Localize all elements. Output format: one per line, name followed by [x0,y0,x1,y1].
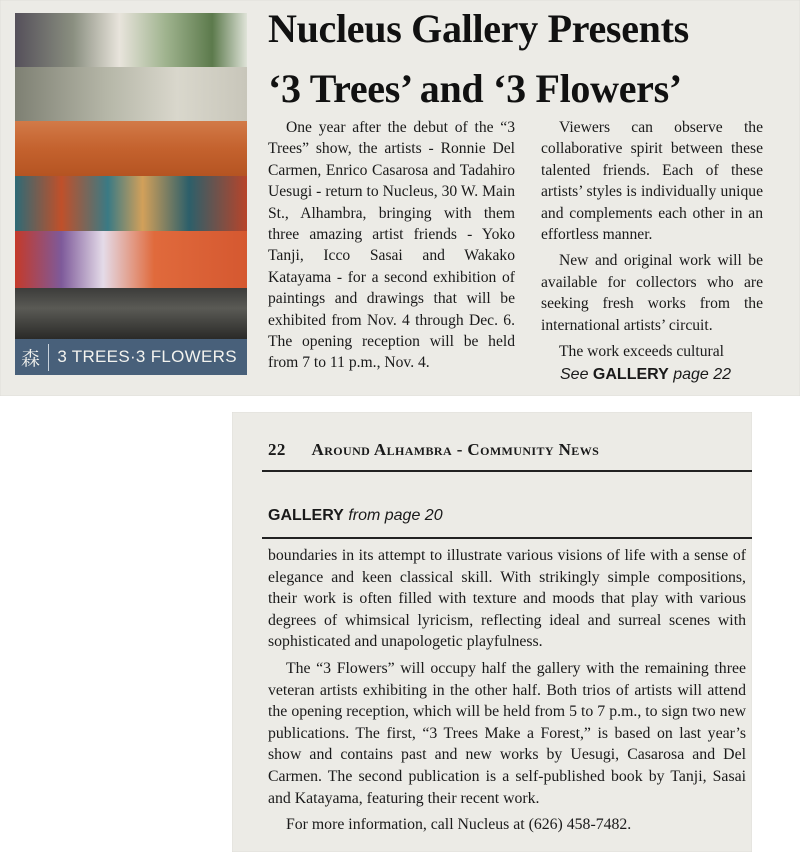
exhibition-label: 3 TREES·3 FLOWERS [57,347,237,366]
headline-line-1: Nucleus Gallery Presents [268,6,689,51]
page-header [268,440,752,460]
page-number: 22 [268,440,286,459]
continued-jump-line [560,366,731,384]
artwork-panel-5 [15,231,247,288]
article-column-1 [268,117,515,374]
jump-see: See [560,366,589,383]
paragraph: boundaries in its attempt to illustrate various visions of life with a sense of elegance and keen classical skill. With strikingly simple compositions, their work is often filled with texture and moods that play with various degrees of whimsical lyricism, reflecting ideal and surreal scenes with sophisticated and unapologetic playfulness. [268,547,746,651]
paragraph: For more information, call Nucleus at (626) 458-7482. [286,816,632,834]
exhibition-logo-bar [15,339,247,375]
forest-kanji: 森 [21,344,49,371]
section-rule [262,537,752,539]
artwork-panel-4 [15,176,247,231]
artwork-panel-6 [15,288,247,339]
exhibition-artwork [15,13,247,375]
paragraph: The “3 Flowers” will occupy half the gallery with the remaining three veteran artists exhibiting in the other half. Both trios of artists will attend the opening reception, which will be held from 5 to 7 p.m., to sign two new publications. The first, “3 Trees Make a Forest,” is based on last year’s show and contains past and new works by Uesugi, Casarosa and Del Carmen. The second publication is a self-published book by Tanji, Sasai and Katayama, featuring their recent work. [268,659,746,807]
continued-article-body [268,545,746,836]
continued-from-page: from page 20 [348,507,443,524]
paragraph: Viewers can observe the collaborative spirit between these talented friends. Each of these artists’ styles is individually unique and complements each other in an effortless manner. [541,119,763,244]
paragraph: One year after the debut of the “3 Trees” show, the artists - Ronnie Del Carmen, Enrico Casarosa and Tadahiro Uesugi - return to Nucleus, 30 W. Main St., Alhambra, bringing with them three amazing artist friends - Yoko Tanji, Icco Sasai and Wakako Katayama - for a second exhibition of paintings and drawings that will be exhibited from Nov. 4 through Dec. 6. The opening reception will be held from 7 to 11 p.m., Nov. 4. [268,119,515,372]
artwork-panel-3 [15,121,247,176]
artwork-panel-1 [15,13,247,67]
jump-page: page 22 [673,366,732,383]
paragraph: The work exceeds cultural [559,343,724,361]
header-rule [262,470,752,472]
headline-line-2: ‘3 Trees’ and ‘3 Flowers’ [268,66,682,111]
artwork-panel-2 [15,67,247,121]
article-column-2 [541,117,763,362]
section-title: Around Alhambra - Community News [311,440,600,459]
jump-keyword: GALLERY [592,366,669,383]
paragraph: New and original work will be available for collectors who are seeking fresh works from the international artists’ circuit. [541,252,763,334]
continued-from-line [268,507,443,525]
continued-keyword: GALLERY [268,507,344,524]
